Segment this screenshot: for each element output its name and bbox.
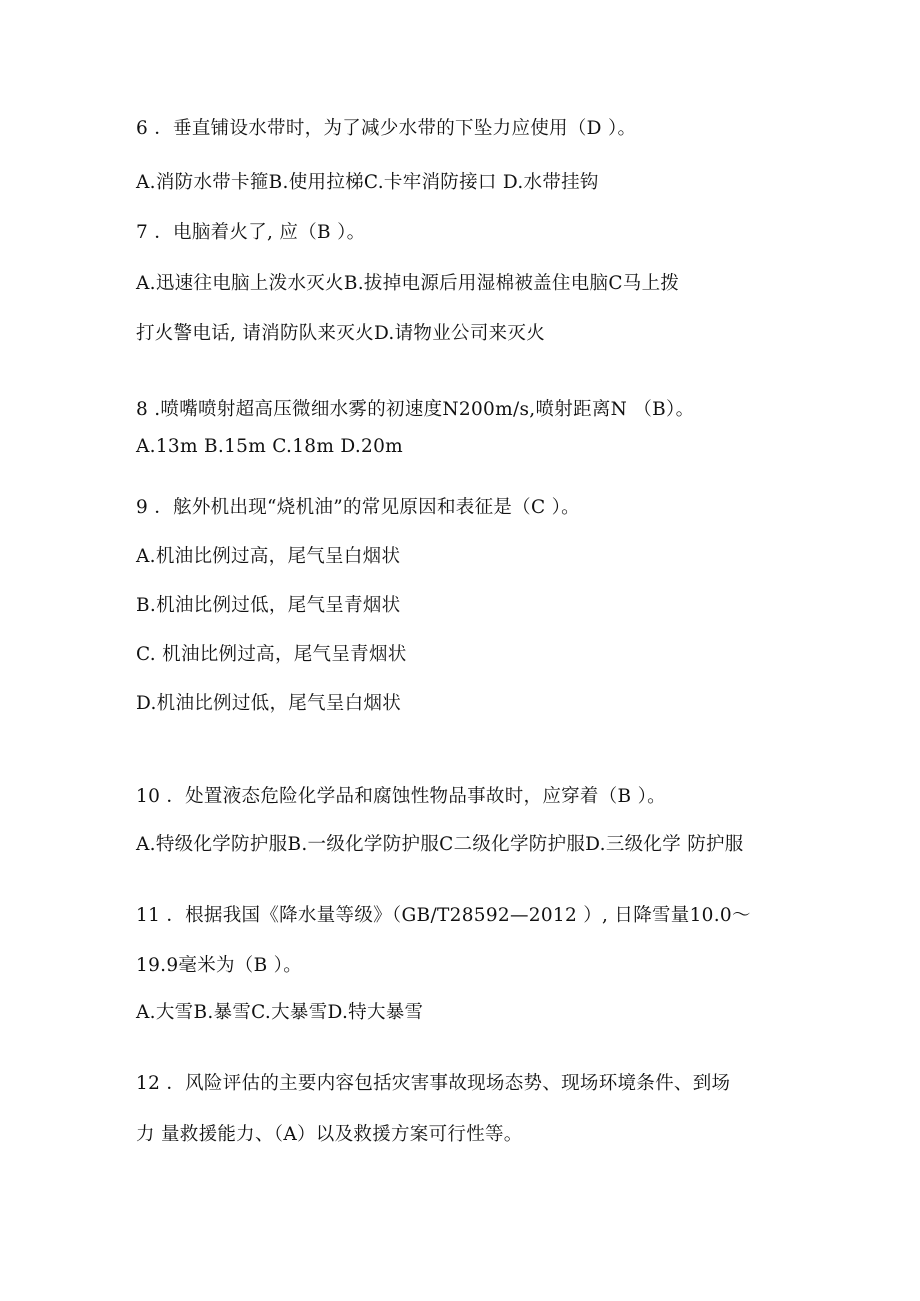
question-8-text: 8 .喷嘴喷射超高压微细水雾的初速度N200m∕s,喷射距离N （B）。: [136, 399, 695, 420]
question-6-text: 6 ．垂直铺设水带时，为了减少水带的下坠力应使用（D ）。: [136, 118, 637, 139]
question-10-text: 10 ．处置液态危险化学品和腐蚀性物品事故时，应穿着（B ）。: [136, 786, 666, 807]
question-9-option-c: C. 机油比例过高，尾气呈青烟状: [136, 644, 407, 665]
question-7-text: 7 ．电脑着火了, 应（B ）。: [136, 222, 366, 243]
question-11-text-line-1: 11 ．根据我国《降水量等级》（GB/T28592—2012 ）, 日降雪量10.0～: [136, 905, 751, 926]
question-11-options: A.大雪B.暴雪C.大暴雪D.特大暴雪: [136, 1002, 424, 1023]
question-9-option-b: B.机油比例过低，尾气呈青烟状: [136, 595, 401, 616]
question-11-text-line-2: 19.9毫米为（B ）。: [136, 955, 303, 976]
question-12-text-line-1: 12 ．风险评估的主要内容包括灾害事故现场态势、现场环境条件、到场: [136, 1073, 731, 1094]
question-9-option-d: D.机油比例过低，尾气呈白烟状: [136, 693, 402, 714]
question-6-options: A.消防水带卡箍B.使用拉梯C.卡牢消防接口 D.水带挂钩: [136, 172, 599, 193]
question-8-options: A.13m B.15m C.18m D.20m: [136, 436, 404, 457]
question-7-options-line-2: 打火警电话, 请消防队来灭火D.请物业公司来灭火: [136, 323, 546, 344]
question-9-text: 9 ．舷外机出现“烧机油”的常见原因和表征是（C ）。: [136, 497, 580, 518]
question-12-text-line-2: 力 量救援能力、（A）以及救援方案可行性等。: [136, 1124, 523, 1145]
question-7-options-line-1: A.迅速往电脑上泼水灭火B.拔掉电源后用湿棉被盖住电脑C马上拨: [136, 273, 680, 294]
question-9-option-a: A.机油比例过高，尾气呈白烟状: [136, 546, 401, 567]
question-10-options: A.特级化学防护服B.一级化学防护服C二级化学防护服D.三级化学 防护服: [136, 834, 744, 855]
